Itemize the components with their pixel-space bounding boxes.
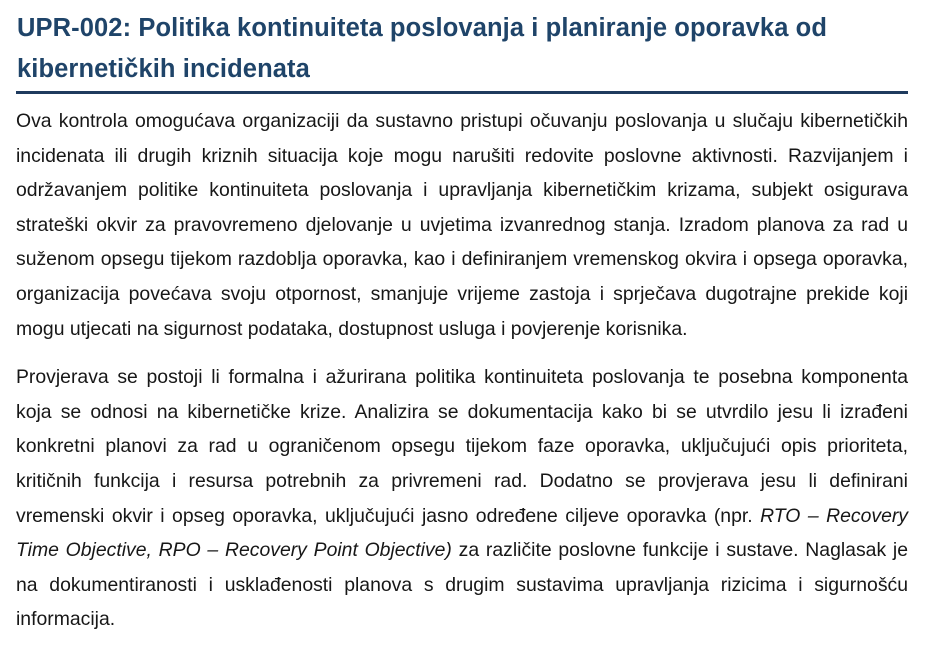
paragraph-2-segment-italic-rto-rpo: RTO – Recovery Time Objective, RPO – Recovery Point Objective)	[16, 504, 909, 562]
document-body	[16, 104, 908, 637]
paragraph-1: Ova kontrola omogućava organizaciji da sustavno pristupi očuvanju poslovanja u slučaju kibernetičkih incidenata ili drugih kriznih situacija koje mogu narušiti redovite poslovne aktivnosti. Razvijanjem i održavanjem politike kontinuiteta poslovanja i upravljanja kibernetičkim krizama, subjekt osigurava strateški okvir za pravovremeno djelovanje u uvjetima izvanrednog stanja. Izradom planova za rad u suženom opsegu tijekom razdoblja oporavka, kao i definiranjem vremenskog okvira i opsega oporavka, organizacija povećava svoju otpornost, smanjuje vrijeme zastoja i sprječava dugotrajne prekide koji mogu utjecati na sigurnost podataka, dostupnost usluga i povjerenje korisnika.	[16, 110, 908, 340]
paragraph-2-segment-regular-tail: za različite poslovne funkcije i sustave. Naglasak je na dokumentiranosti i usklađenosti planova s drugim sustavima upravljanja rizicima i sigurnošću informacija.	[16, 539, 908, 631]
page-title: UPR-002: Politika kontinuiteta poslovanja i planiranje oporavka od kibernetičkih incidenata	[17, 14, 828, 83]
paragraph-2-segment-regular-lead: Provjerava se postoji li formalna i ažurirana politika kontinuiteta poslovanja te posebna komponenta koja se odnosi na kibernetičke krize. Analizira se dokumentacija kako bi se utvrdilo jesu li izrađeni konkretni planovi za rad u ograničenom opsegu tijekom faze oporavka, uključujući opis prioriteta, kritičnih funkcija i resursa potrebnih za privremeni rad. Dodatno se provjerava jesu li definirani vremenski okvir i opseg oporavka, uključujući jasno određene ciljeve oporavka (npr.	[16, 366, 908, 527]
title-divider	[16, 91, 908, 94]
paragraph-2	[16, 360, 908, 637]
